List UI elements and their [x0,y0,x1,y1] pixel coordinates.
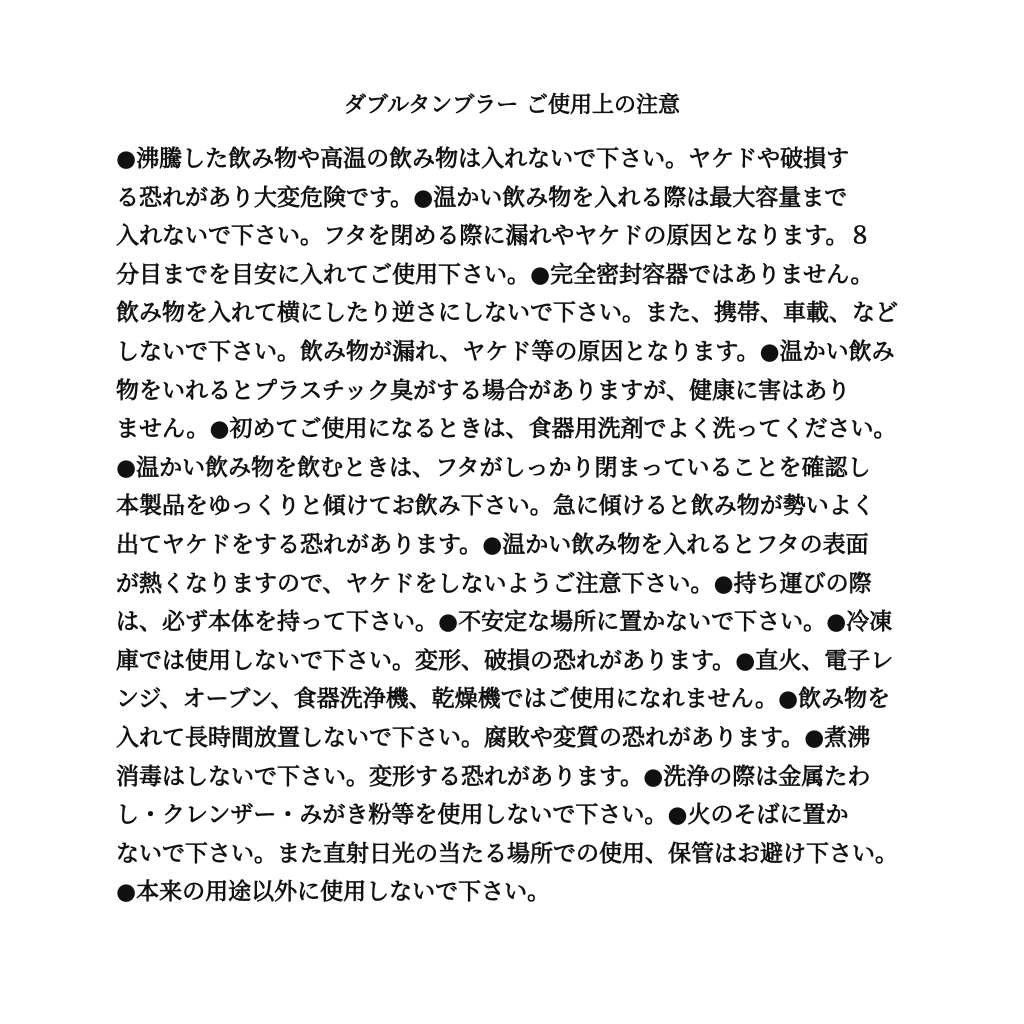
page-title: ダブルタンブラー ご使用上の注意 [344,93,680,118]
notice-line: 飲み物を入れて横にしたり逆さにしないで下さい。また、携帯、車載、など [116,300,898,327]
notice-line: 入れて長時間放置しないで下さい。腐敗や変質の恐れがあります。●煮沸 [116,724,871,751]
notice-line: し・クレンザー・みがき粉等を使用しないで下さい。●火のそばに置か [116,802,849,829]
notice-line: ●温かい飲み物を飲むときは、フタがしっかり閉まっていることを確認し [116,454,871,481]
notice-line: 入れないで下さい。フタを閉める際に漏れやヤケドの原因となります。８ [116,223,872,250]
notice-line: は、必ず本体を持って下さい。●不安定な場所に置かないで下さい。●冷凍 [116,609,893,636]
notice-line: 物をいれるとプラスチック臭がする場合がありますが、健康に害はあり [116,377,851,404]
notice-line: 分目までを目安に入れてご使用下さい。●完全密封容器ではありません。 [116,261,874,288]
notice-body [116,140,926,912]
notice-line: 本製品をゆっくりと傾けてお飲み下さい。急に傾けると飲み物が勢いよく [116,493,875,520]
notice-line: ンジ、オーブン、食器洗浄機、乾燥機ではご使用になれません。●飲み物を [116,686,891,713]
notice-line: 庫では使用しないで下さい。変形、破損の恐れがあります。●直火、電子レ [116,647,894,674]
notice-line: しないで下さい。飲み物が漏れ、ヤケド等の原因となります。●温かい飲み [116,338,895,365]
notice-line: ません。●初めてご使用になるときは、食器用洗剤でよく洗ってください。 [116,416,897,443]
notice-line: ないで下さい。また直射日光の当たる場所での使用、保管はお避け下さい。 [116,840,898,867]
notice-line: 出てヤケドをする恐れがあります。●温かい飲み物を入れるとフタの表面 [116,531,869,558]
notice-line: ●本来の用途以外に使用しないで下さい。 [116,879,551,906]
notice-line: 消毒はしないで下さい。変形する恐れがあります。●洗浄の際は金属たわ [116,763,871,790]
notice-line: が熱くなりますので、ヤケドをしないようご注意下さい。●持ち運びの際 [116,570,872,597]
notice-line: ●沸騰した飲み物や高温の飲み物は入れないで下さい。ヤケドや破損す [116,146,850,172]
notice-line: る恐れがあり大変危険です。●温かい飲み物を入れる際は最大容量まで [116,184,848,211]
